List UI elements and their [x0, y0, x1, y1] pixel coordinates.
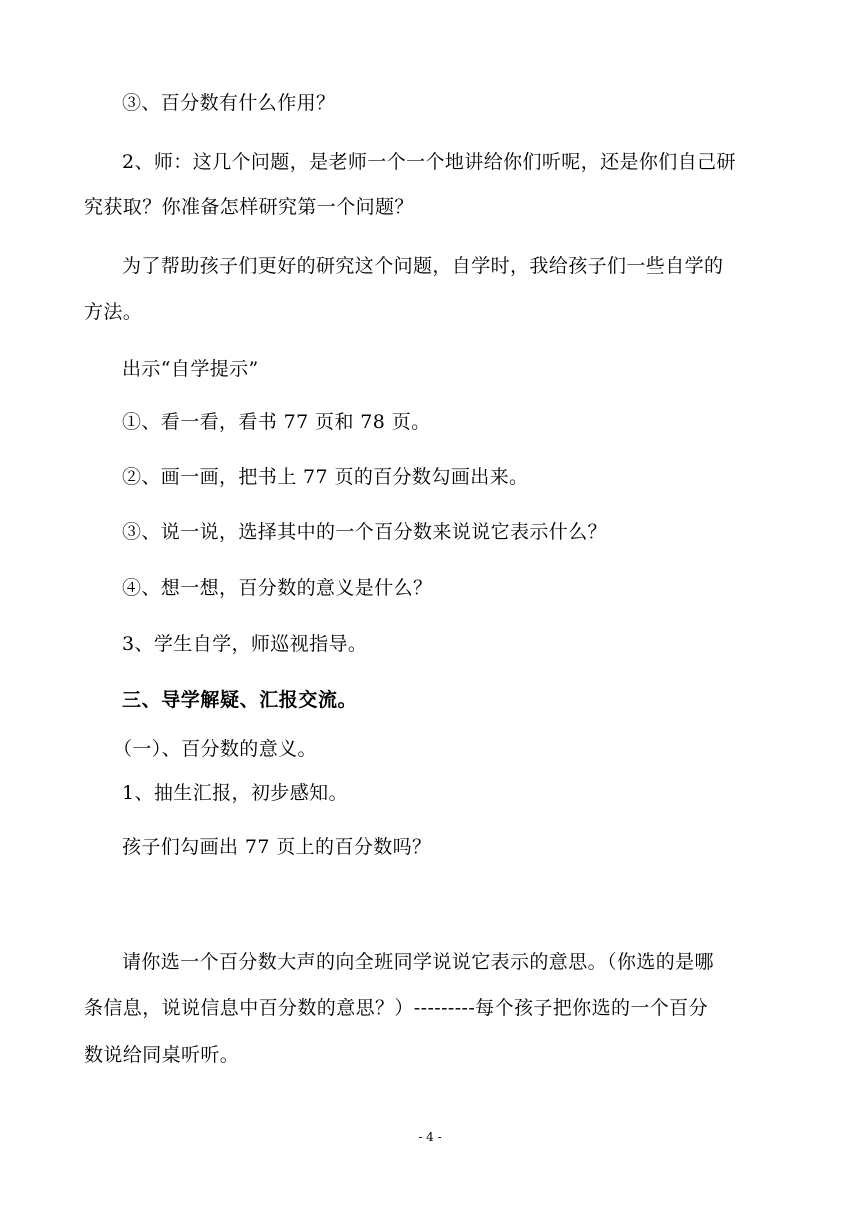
hint-item-think: ④、想一想，百分数的意义是什么？	[122, 577, 433, 599]
paragraph-students-self-study: 3、学生自学，师巡视指导。	[122, 633, 368, 655]
paragraph-mark-percent: 孩子们勾画出 77 页上的百分数吗？	[122, 836, 432, 858]
page-number: - 4 -	[418, 1130, 442, 1144]
hint-item-look: ①、看一看，看书 77 页和 78 页。	[122, 411, 431, 433]
paragraph-help-children-line2: 方法。	[84, 301, 143, 323]
paragraph-role-of-percent: ③、百分数有什么作用？	[122, 92, 336, 114]
subsection-heading-meaning: （一）、百分数的意义。	[113, 738, 317, 760]
paragraph-teacher-question-line2: 究获取？你准备怎样研究第一个问题？	[84, 196, 414, 218]
paragraph-self-study-hint: 出示“自学提示”	[122, 358, 259, 380]
section-heading-3: 三、导学解疑、汇报交流。	[122, 689, 358, 711]
paragraph-report: 1、抽生汇报，初步感知。	[122, 782, 348, 804]
paragraph-choose-percent-line2: 条信息，说说信息中百分数的意思？）---------每个孩子把你选的一个百分	[84, 997, 708, 1019]
hint-item-draw: ②、画一画，把书上 77 页的百分数勾画出来。	[122, 466, 529, 488]
paragraph-help-children-line1: 为了帮助孩子们更好的研究这个问题，自学时，我给孩子们一些自学的	[122, 255, 724, 277]
paragraph-choose-percent-line3: 数说给同桌听听。	[84, 1044, 240, 1066]
paragraph-teacher-question-line1: 2、师：这几个问题，是老师一个一个地讲给你们听呢，还是你们自己研	[122, 151, 736, 173]
paragraph-choose-percent-line1: 请你选一个百分数大声的向全班同学说说它表示的意思。（你选的是哪	[122, 951, 714, 973]
hint-item-say: ③、说一说，选择其中的一个百分数来说说它表示什么？	[122, 521, 608, 543]
